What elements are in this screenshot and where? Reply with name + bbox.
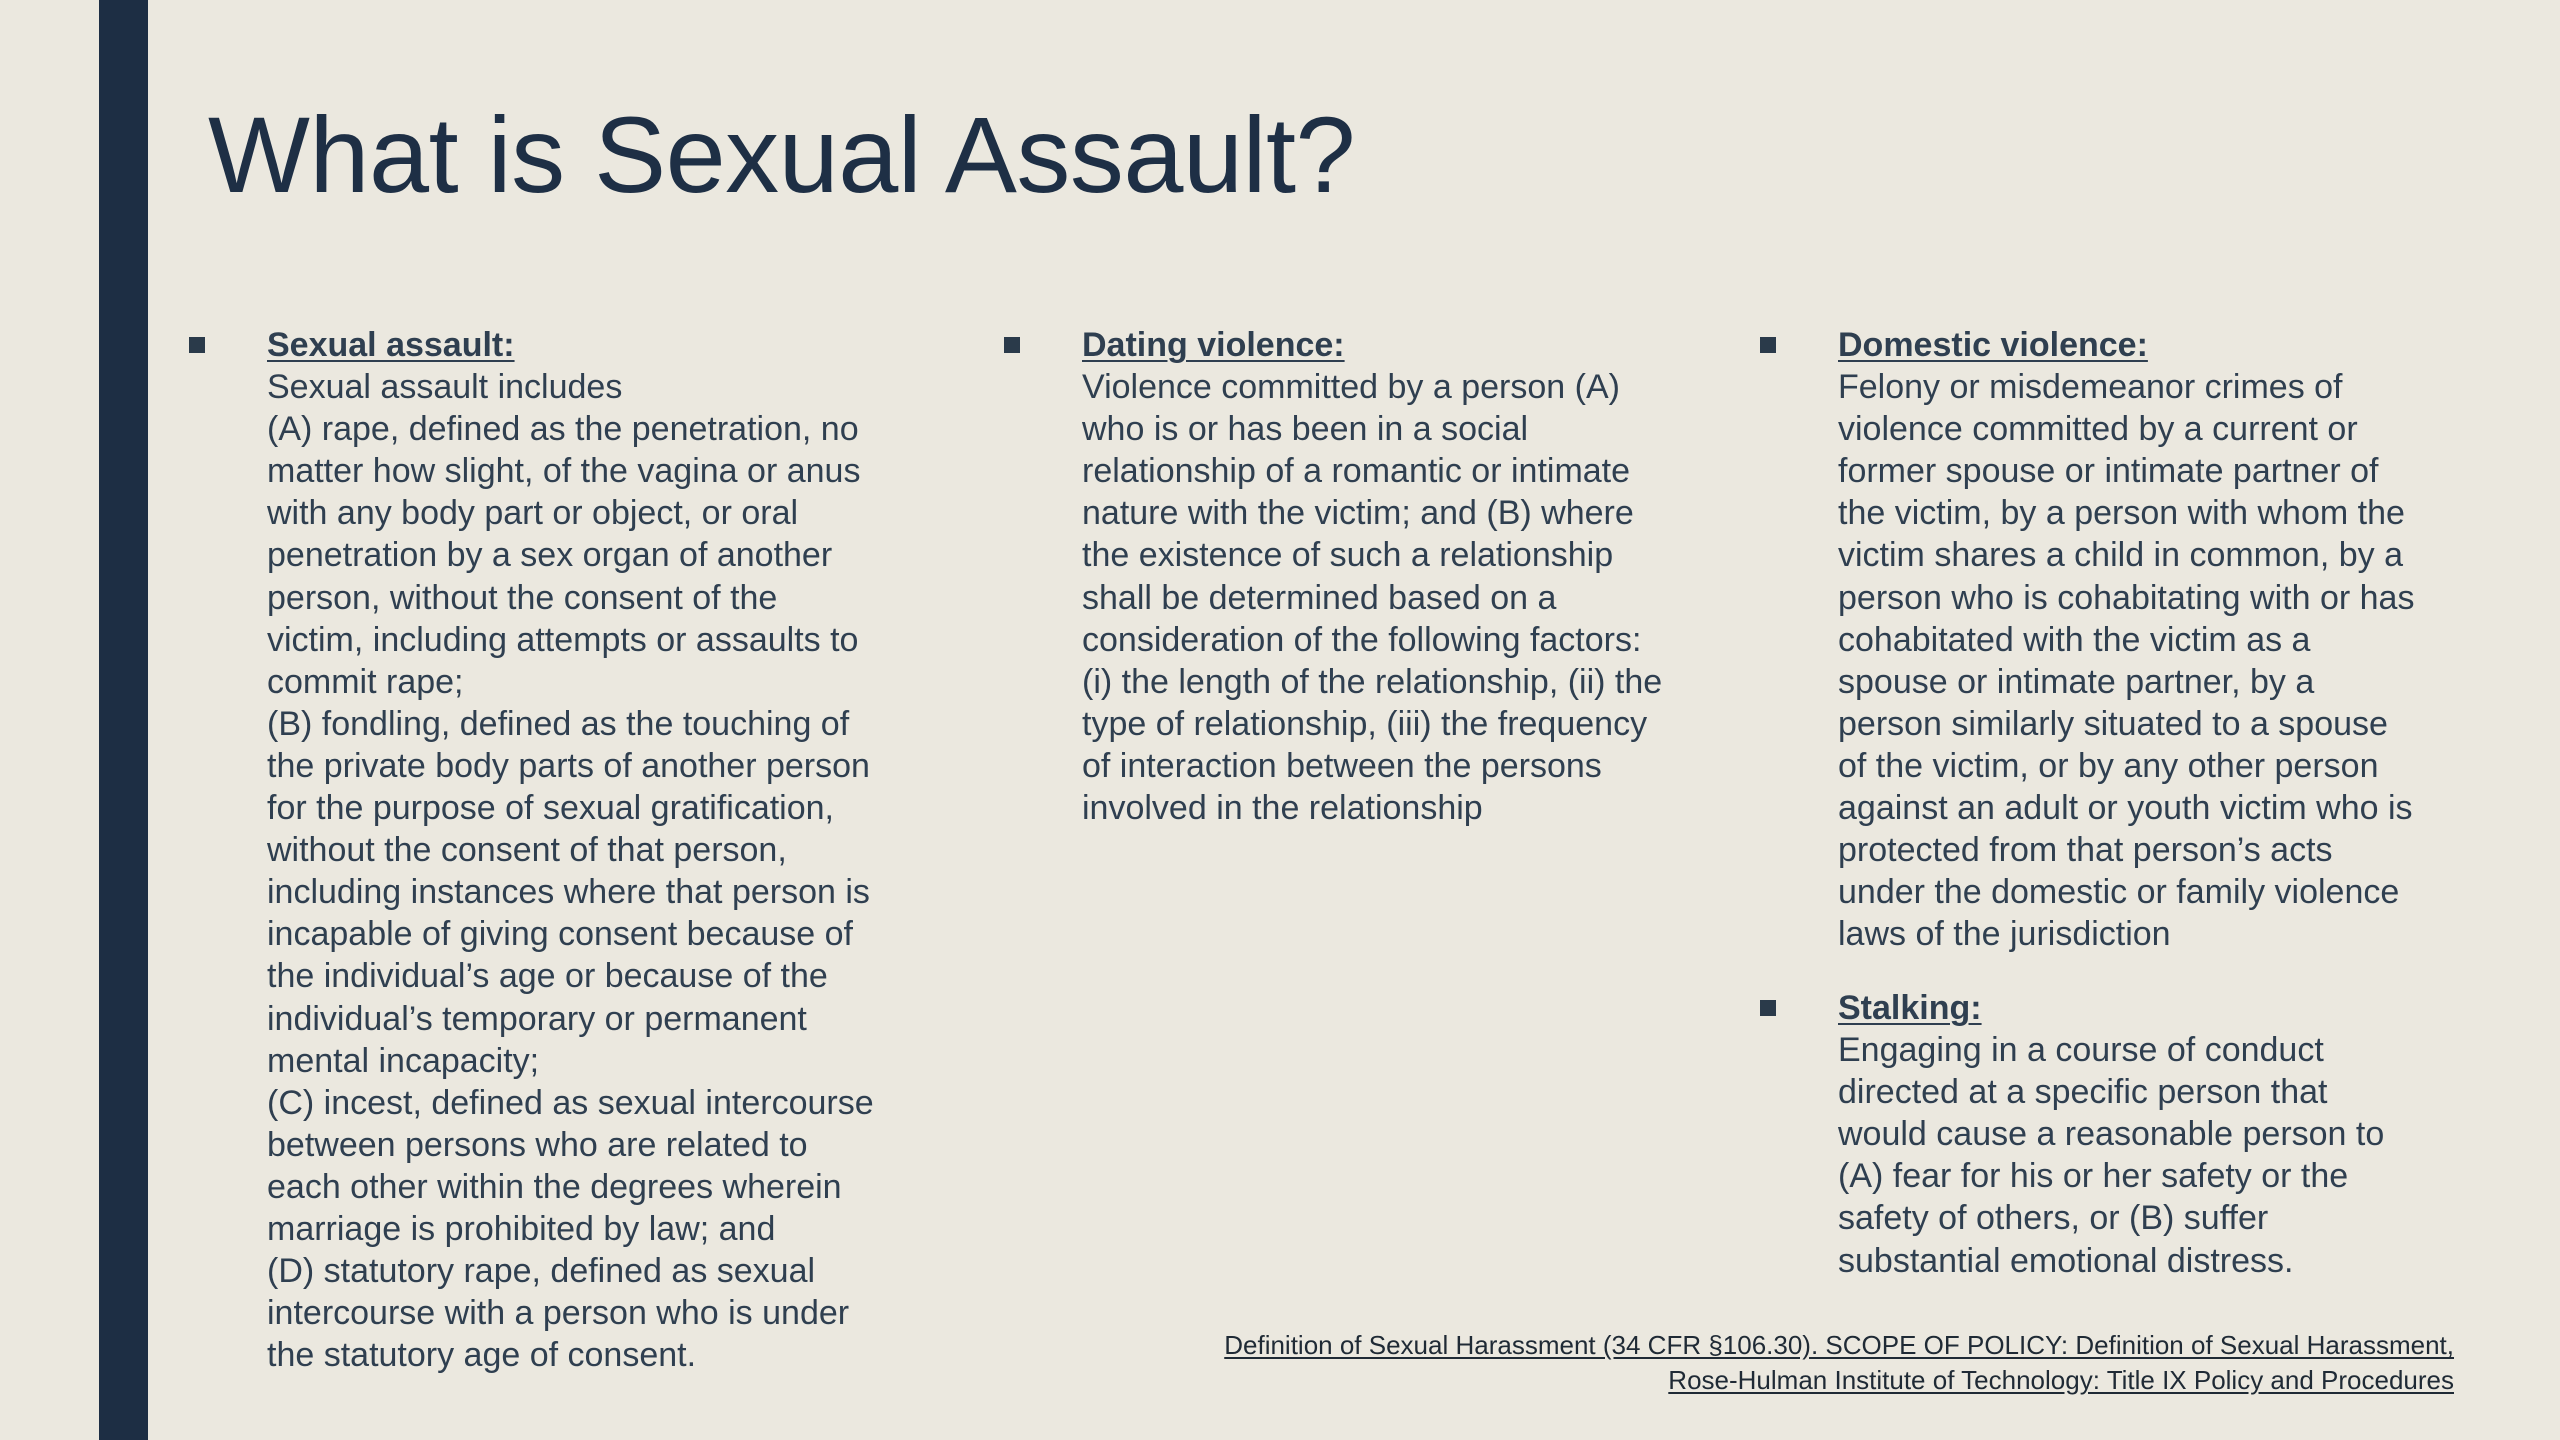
square-bullet-icon xyxy=(1760,1000,1776,1016)
accent-bar xyxy=(99,0,148,1440)
definition-heading: Stalking: xyxy=(1838,989,1982,1027)
square-bullet-icon xyxy=(1760,337,1776,353)
definition-body: Sexual assault includes (A) rape, defined as the penetration, no matter how slight, of the vagina or anus with any body part or object, or oral penetration by a sex organ of another person, without the consent of the victim, including attempts or assaults to commit rape; (B) fondling, defined as the touching of the private body parts of another person for the purpose of sexual gratification, without the consent of that person, including instances where that person is incapable of giving consent because of the individual’s age or because of the individual’s temporary or permanent mental incapacity; (C) incest, defined as sexual intercourse between persons who are related to each other within the degrees wherein marriage is prohibited by law; and (D) statutory rape, defined as sexual intercourse with a person who is under the statutory age of consent. xyxy=(267,368,874,1375)
definition-sexual-assault xyxy=(267,324,927,1376)
definition-domestic-violence xyxy=(1838,324,2478,955)
definition-heading: Domestic violence: xyxy=(1838,326,2148,364)
definition-body: Felony or misdemeanor crimes of violence committed by a current or former spouse or intimate partner of the victim, by a person with whom the victim shares a child in common, by a person who is cohabitating with or has cohabitated with the victim as a spouse or intimate partner, by a person similarly situated to a spouse of the victim, or by any other person against an adult or youth victim who is protected from that person’s acts under the domestic or family violence laws of the jurisdiction xyxy=(1838,368,2415,954)
definition-dating-violence xyxy=(1082,324,1722,829)
citation xyxy=(1224,1328,2454,1398)
definition-body: Engaging in a course of conduct directed at a specific person that would cause a reasonable person to (A) fear for his or her safety or the safety of others, or (B) suffer substantial emotional distress. xyxy=(1838,1031,2385,1280)
square-bullet-icon xyxy=(189,337,205,353)
definition-heading: Sexual assault: xyxy=(267,326,515,364)
slide-title: What is Sexual Assault? xyxy=(208,94,1356,215)
citation-link-line-1[interactable]: Definition of Sexual Harassment (34 CFR §106.30). SCOPE OF POLICY: Definition of Sexual Harassment, xyxy=(1224,1330,2454,1360)
definition-body: Violence committed by a person (A) who is or has been in a social relationship of a romantic or intimate nature with the victim; and (B) where the existence of such a relationship shall be determined based on a consideration of the following factors: (i) the length of the relationship, (ii) the type of relationship, (iii) the frequency of interaction between the persons involved in the relationship xyxy=(1082,368,1663,828)
square-bullet-icon xyxy=(1004,337,1020,353)
definition-stalking xyxy=(1838,987,2478,1282)
citation-link-line-2[interactable]: Rose-Hulman Institute of Technology: Title IX Policy and Procedures xyxy=(1668,1365,2454,1395)
definition-heading: Dating violence: xyxy=(1082,326,1345,364)
